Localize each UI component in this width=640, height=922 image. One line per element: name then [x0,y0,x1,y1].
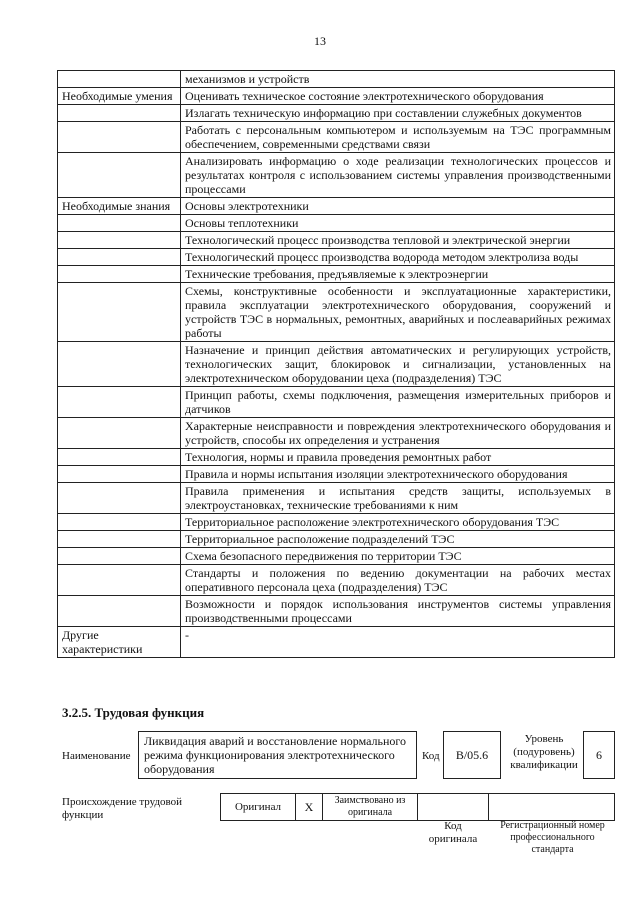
original-box [220,793,296,821]
table-row [58,514,615,531]
row-value: Схемы, конструктивные особенности и эксплуатационные характеристики, правила эксплуатации электротехнического оборудования, сооружений и устройств ТЭС в нормальных, ремонтных, аварийных и послеаварийных режимах работы [181,283,615,342]
row-value: Основы электротехники [181,198,615,215]
row-value: Технология, нормы и правила проведения ремонтных работ [181,449,615,466]
row-label-cell [58,418,181,449]
table-row [58,548,615,565]
table-row [58,88,615,105]
row-value: Территориальное расположение подразделений ТЭС [181,531,615,548]
row-value: Излагать техническую информацию при составлении служебных документов [181,105,615,122]
table-row [58,387,615,418]
row-value: Основы теплотехники [181,215,615,232]
row-value: Оценивать техническое состояние электротехнического оборудования [181,88,615,105]
row-label-cell [58,105,181,122]
row-label-cell [58,531,181,548]
row-label-cell [58,342,181,387]
table-row [58,215,615,232]
row-value: Схема безопасного передвижения по территории ТЭС [181,548,615,565]
row-label-cell [58,71,181,88]
borrowed-label: Заимствовано из оригинала [334,795,406,818]
row-label-cell [58,283,181,342]
row-label-cell [58,466,181,483]
table-row [58,249,615,266]
table-row [58,418,615,449]
row-label-cell [58,483,181,514]
row-value: Технологический процесс производства тепловой и электрической энергии [181,232,615,249]
row-value: механизмов и устройств [181,71,615,88]
table-row [58,232,615,249]
row-label-cell [58,122,181,153]
row-value: Технические требования, предъявляемые к электроэнергии [181,266,615,283]
table-row [58,105,615,122]
borrowed-box [322,793,418,821]
requirements-table [57,70,615,658]
table-row [58,565,615,596]
row-label-cell [58,514,181,531]
table-row [58,71,615,88]
row-label-cell [58,198,181,215]
code-original-box [417,793,489,821]
table-row [58,466,615,483]
row-label-cell [58,596,181,627]
code-box [443,731,501,779]
table-row [58,531,615,548]
row-value: Стандарты и положения по ведению документации на рабочих местах оперативного персонала цеха (подразделения) ТЭС [181,565,615,596]
row-value: - [181,627,615,658]
table-row [58,283,615,342]
row-label-cell [58,215,181,232]
origin-label: Происхождение трудовой функции [62,796,183,821]
row-value: Принцип работы, схемы подключения, размещения измерительных приборов и датчиков [181,387,615,418]
row-value: Назначение и принцип действия автоматических и регулирующих устройств, технологических защит, блокировок и сигнализации, установленных на электротехническом оборудовании цеха (подразделения) ТЭС [181,342,615,387]
row-label: Другие характеристики [62,628,143,656]
table-row [58,266,615,283]
row-value: Технологический процесс производства водорода методом электролиза воды [181,249,615,266]
level-box [583,731,615,779]
table-row [58,122,615,153]
row-label: Необходимые умения [62,89,173,103]
row-value: Правила применения и испытания средств защиты, используемых в электроустановках, технические требованиями к ним [181,483,615,514]
row-label-cell [58,449,181,466]
row-label-cell [58,627,181,658]
table-row [58,153,615,198]
table-row [58,449,615,466]
level-label: Уровень (подуровень) квалификации [510,733,578,771]
reg-number-label: Регистрационный номер профессионального стандарта [500,820,605,855]
row-label-cell [58,565,181,596]
row-value: Правила и нормы испытания изоляции электротехнического оборудования [181,466,615,483]
level-value: 6 [596,748,602,762]
code-label: Код [422,750,440,762]
page-number: 13 [314,34,326,48]
original-mark: X [304,800,314,814]
table-row [58,483,615,514]
row-value: Работать с персональным компьютером и используемым на ТЭС программным обеспечением, современными средствами связи [181,122,615,153]
name-label: Наименование [62,750,131,762]
code-value: B/05.6 [455,748,489,762]
table-row [58,198,615,215]
function-name-box [138,731,417,779]
row-label-cell [58,249,181,266]
table-row [58,627,615,658]
table-row [58,342,615,387]
row-label-cell [58,548,181,565]
section-title: 3.2.5. Трудовая функция [62,705,205,720]
function-name-value: Ликвидация аварий и восстановление нормального режима функционирования электротехнического оборудования [144,734,407,776]
original-mark-box [295,793,323,821]
row-label-cell [58,232,181,249]
row-label-cell [58,153,181,198]
reg-number-box [488,793,615,821]
table-row [58,596,615,627]
row-label: Необходимые знания [62,199,171,213]
row-value: Территориальное расположение электротехнического оборудования ТЭС [181,514,615,531]
row-value: Характерные неисправности и повреждения электротехнического оборудования и устройств, способы их определения и устранения [181,418,615,449]
row-label-cell [58,88,181,105]
original-label: Оригинал [234,801,282,813]
row-value: Возможности и порядок использования инструментов системы управления производственными процессами [181,596,615,627]
row-label-cell [58,266,181,283]
code-original-label: Код оригинала [428,820,478,845]
row-label-cell [58,387,181,418]
row-value: Анализировать информацию о ходе реализации технологических процессов и результатах контроля с использованием системы управления производственными процессами [181,153,615,198]
